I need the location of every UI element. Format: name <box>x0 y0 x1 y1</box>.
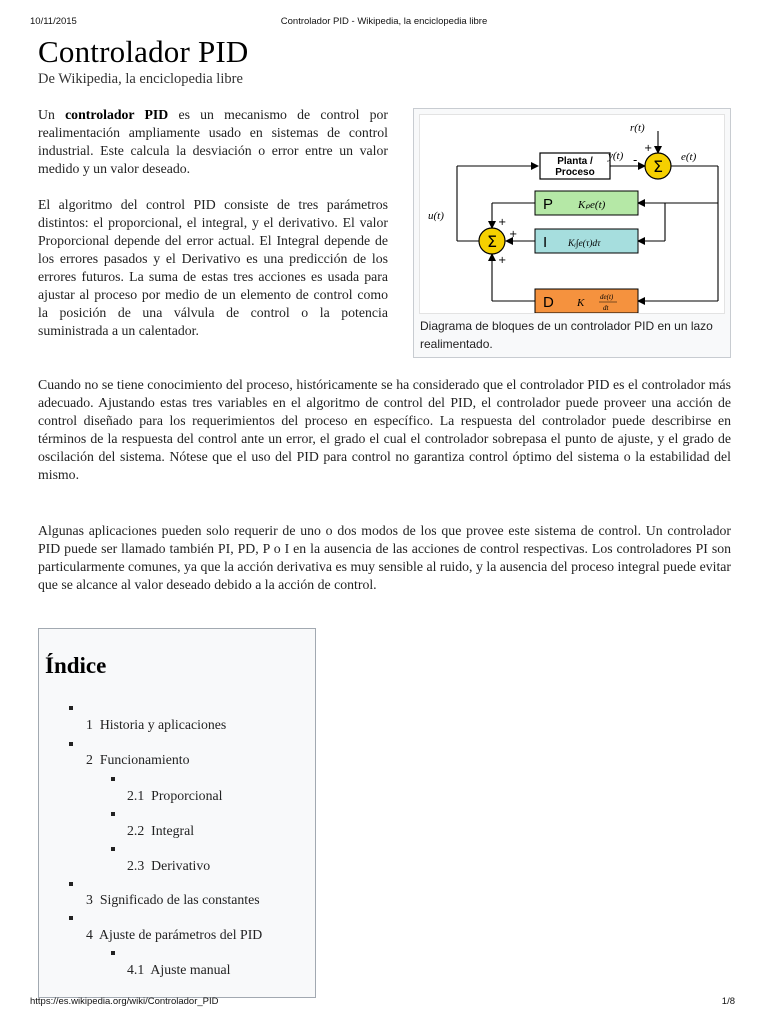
toc-item-number: 1 <box>86 717 93 732</box>
toc-item-number: 4.1 <box>127 962 145 977</box>
history-paragraph: Cuando no se tiene conocimiento del proceso, históricamente se ha considerado que el controlador PID es el controlador más adecuado. Ajustando estas tres variables en el algoritmo de control del PID, el controlador puede proveer una acción de control diseñado para los requerimientos del proceso en específico. La respuesta del controlador puede describirse en términos de la respuesta del control ante un error, el grado el cual el controlador sobrepasa el punto de ajuste, y el grado de oscilación del sistema. Nótese que el uso del PID para control no garantiza control óptimo del sistema o la estabilidad del mismo. <box>38 377 731 482</box>
i-label: I <box>543 234 548 251</box>
toc-item-funcionamiento[interactable] <box>86 752 189 768</box>
toc-item-number: 2.1 <box>127 788 145 803</box>
toc-item-ajuste-manual[interactable] <box>127 962 230 978</box>
toc-heading: Índice <box>45 653 107 678</box>
toc-bullet <box>111 777 115 781</box>
print-page-number: 1/8 <box>721 996 735 1007</box>
intro-prefix: Un <box>38 107 66 122</box>
toc-item-integral[interactable] <box>127 823 194 839</box>
intro-term: controlador PID <box>65 107 169 122</box>
toc-item-ajuste[interactable] <box>86 927 262 943</box>
intro-paragraph <box>38 106 388 178</box>
p-label: P <box>543 196 554 213</box>
d-label: D <box>543 294 554 311</box>
toc-item-number: 4 <box>86 927 93 942</box>
print-header <box>0 16 768 32</box>
algorithm-paragraph: El algoritmo del control PID consiste de tres parámetros distintos: el proporcional, el integral, y el derivativo. El valor Proporcional depende del error actual. El Integral depende de los errores pasados y el Derivativo es una predicción de los errores futuros. La suma de estas tres acciones es usada para ajustar al proceso por medio de un elemento de control como la posición de una válvula de control o la potencia suministrada a un calentador. <box>38 197 388 338</box>
pid-block-diagram[interactable] <box>419 114 725 314</box>
toc-bullet <box>111 951 115 955</box>
toc-bullet <box>111 812 115 816</box>
toc-bullet <box>69 882 73 886</box>
toc-item-label: Derivativo <box>151 858 211 873</box>
print-url: https://es.wikipedia.org/wiki/Controlador_PID <box>30 996 219 1007</box>
toc-item-label: Historia y aplicaciones <box>99 717 227 732</box>
toc-item-label: Proporcional <box>151 788 223 803</box>
applications-paragraph: Algunas aplicaciones pueden solo requerir de uno o dos modos de los que provee este sistema de control. Un controlador PID puede ser llamado también PI, PD, P o I en la ausencia de las acciones de control respectivas. Los controladores PI son particularmente comunes, ya que la acción derivativa es muy sensible al ruido, y la ausencia del proceso integral puede evitar que se alcance al valor deseado debido a la acción de control. <box>38 523 731 592</box>
toc-item-proporcional[interactable] <box>127 788 222 804</box>
d-expression-den: dt <box>603 304 609 312</box>
toc-item-label: Ajuste de parámetros del PID <box>99 927 263 942</box>
plus-sign-d: + <box>498 255 507 266</box>
toc-bullet <box>111 847 115 851</box>
print-date: 10/11/2015 <box>30 16 77 27</box>
table-of-contents <box>38 628 316 998</box>
minus-sign-y: - <box>633 153 638 167</box>
d-expression-k: K <box>577 297 585 309</box>
d-expression-num: de(t) <box>600 293 614 301</box>
toc-item-label: Funcionamiento <box>99 752 190 767</box>
p-expression: Kₚe(t) <box>578 199 606 211</box>
toc-bullet <box>69 706 73 710</box>
figure-thumbnail <box>413 108 731 358</box>
figure-caption: Diagrama de bloques de un controlador PID en un lazo realimentado. <box>420 319 713 351</box>
toc-item-label: Integral <box>151 823 195 838</box>
toc-item-number: 3 <box>86 892 93 907</box>
intro-rest: es un mecanismo de control por realimentación ampliamente usado en sistemas de control industrial. Este calcula la desviación o error entre un valor medido y un valor deseado. <box>38 107 389 176</box>
u-signal-label: u(t) <box>428 210 444 222</box>
sigma-symbol-2: Σ <box>486 232 498 251</box>
toc-item-number: 2.3 <box>127 858 145 873</box>
toc-item-number: 2.2 <box>127 823 145 838</box>
e-signal-label: e(t) <box>681 151 697 163</box>
sigma-symbol-1: Σ <box>652 157 664 176</box>
i-expression: Kᵢ∫e(τ)dτ <box>568 239 601 249</box>
plus-sign-p: + <box>498 217 507 228</box>
toc-item-derivativo[interactable] <box>127 858 210 874</box>
r-signal-label: r(t) <box>630 122 645 134</box>
toc-item-label: Ajuste manual <box>150 962 231 977</box>
article-title: Controlador PID <box>38 34 249 69</box>
print-page-title: Controlador PID - Wikipedia, la enciclopedia libre <box>280 16 488 27</box>
pid-diagram-svg <box>420 115 724 313</box>
toc-bullet <box>69 742 73 746</box>
toc-item-historia[interactable] <box>86 717 226 733</box>
plant-label-1: Planta / <box>557 156 593 167</box>
print-footer <box>0 996 768 1012</box>
y-signal-label: y(t) <box>608 150 624 162</box>
toc-item-significado[interactable] <box>86 892 260 908</box>
toc-item-number: 2 <box>86 752 93 767</box>
toc-bullet <box>69 916 73 920</box>
plus-sign-i: + <box>509 229 518 240</box>
toc-item-label: Significado de las constantes <box>99 892 260 907</box>
plus-sign-r: + <box>644 143 653 154</box>
article-subtitle: De Wikipedia, la enciclopedia libre <box>38 71 243 87</box>
plant-label-2: Proceso <box>555 167 595 178</box>
